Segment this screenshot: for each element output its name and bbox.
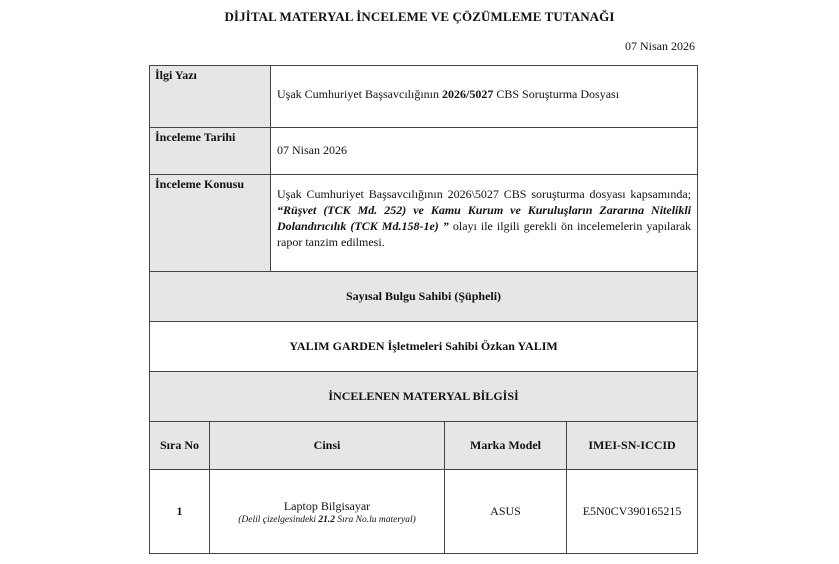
row-type-note-number: 21.2	[318, 514, 336, 525]
row-type-note	[211, 515, 443, 525]
material-header-row	[150, 372, 698, 422]
konu-row	[150, 175, 698, 272]
ilgi-value-post: CBS Soruşturma Dosyası	[493, 87, 620, 101]
ilgi-value	[271, 66, 698, 128]
row-brand: ASUS	[445, 470, 567, 554]
material-header: İNCELENEN MATERYAL BİLGİSİ	[150, 372, 698, 422]
tarih-value: 07 Nisan 2026	[271, 128, 698, 175]
material-columns-row	[150, 422, 698, 470]
report-table	[149, 65, 698, 554]
konu-label: İnceleme Konusu	[150, 175, 271, 272]
owner-value: YALIM GARDEN İşletmeleri Sahibi Özkan YALIM	[150, 322, 698, 372]
konu-crime-text: “Rüşvet (TCK Md. 252) ve Kamu Kurum ve Kuruluşların Zararına Nitelikli Dolandırıcılık (TCK Md.158-1e) ”	[277, 203, 692, 233]
row-serial: E5N0CV390165215	[567, 470, 698, 554]
ilgi-value-pre: Uşak Cumhuriyet Başsavcılığının	[277, 87, 442, 101]
ilgi-value-number: 2026/5027	[442, 87, 494, 101]
row-type-label: Laptop Bilgisayar	[283, 498, 371, 513]
col-header-type: Cinsi	[210, 422, 445, 470]
owner-header-row	[150, 272, 698, 322]
row-no: 1	[150, 470, 210, 554]
tarih-label: İnceleme Tarihi	[150, 128, 271, 175]
ilgi-row	[150, 66, 698, 128]
row-type-note-pre: (Delil çizelgesindeki	[238, 514, 319, 525]
table-row	[150, 470, 698, 554]
row-type-note-post: Sıra No.lu materyal)	[335, 514, 416, 525]
document-date: 07 Nisan 2026	[625, 39, 695, 53]
konu-text-pre: Uşak Cumhuriyet Başsavcılığının 2026\5027 CBS soruşturma dosyası kapsamında;	[277, 187, 692, 201]
document-title: DİJİTAL MATERYAL İNCELEME VE ÇÖZÜMLEME TUTANAĞI	[224, 9, 615, 24]
row-type	[210, 470, 445, 554]
owner-value-row	[150, 322, 698, 372]
col-header-no: Sıra No	[150, 422, 210, 470]
ilgi-label: İlgi Yazı	[150, 66, 271, 128]
tarih-row	[150, 128, 698, 175]
col-header-brand: Marka Model	[445, 422, 567, 470]
owner-header: Sayısal Bulgu Sahibi (Şüpheli)	[150, 272, 698, 322]
col-header-serial: IMEI-SN-ICCID	[567, 422, 698, 470]
konu-text-post: olayı ile ilgili gerekli ön incelemelerin yapılarak rapor tanzim edilmesi.	[277, 219, 692, 249]
konu-value	[271, 175, 698, 272]
